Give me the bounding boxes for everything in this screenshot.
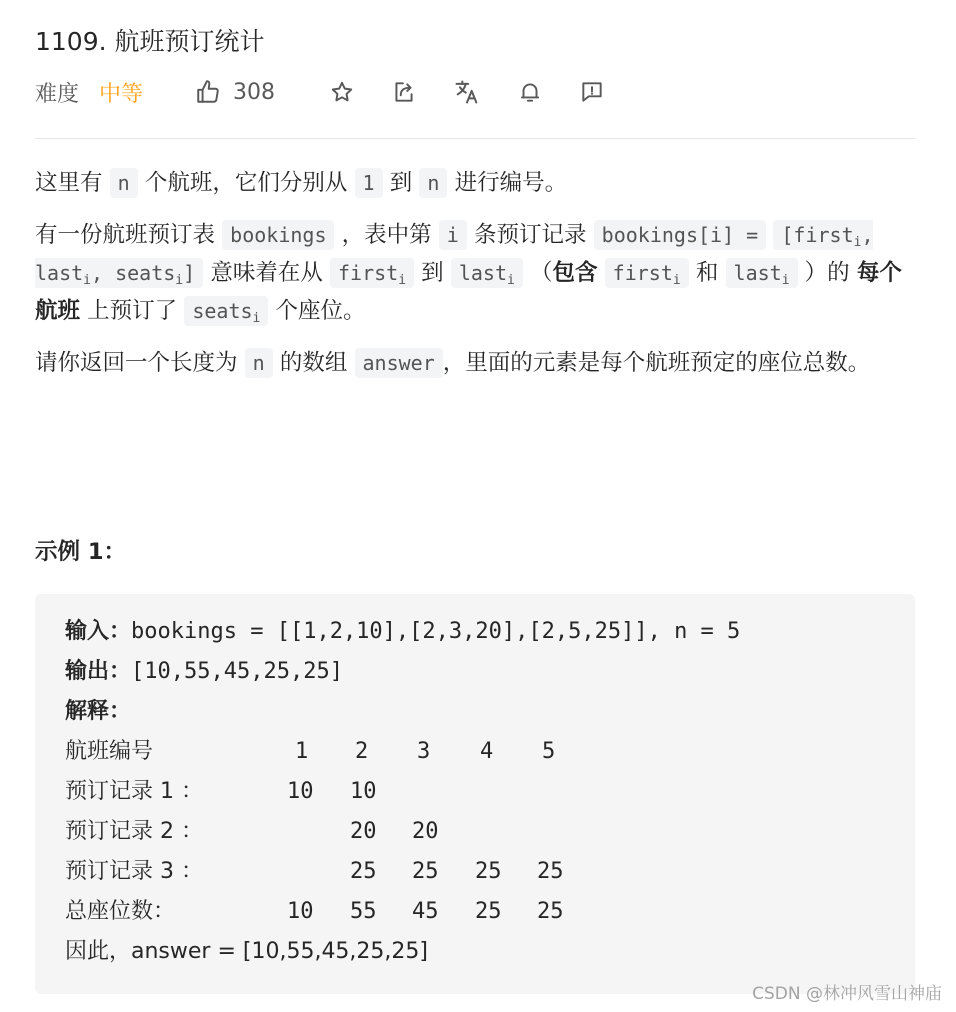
bell-icon <box>517 79 543 105</box>
description-paragraph-2: 有一份航班预订表 bookings ，表中第 i 条预订记录 bookings[i] = [first$_i$, last$_i$, seats$_i$] 意味着在从 first$_i$ 到 last$_i$ （包含 first$_i$ 和 last$_i$ ）的 每个航班 上预订了 seats$_i$ 个座位。 <box>35 222 902 326</box>
inline-code: last$_i$ <box>726 258 798 288</box>
inline-code: bookings[i] = <box>594 220 767 250</box>
table-row: 航班编号 1 2 3 4 5 <box>65 739 556 764</box>
explain-table <box>65 732 915 932</box>
table-row: 总座位数： 10 55 45 25 25 <box>65 899 564 924</box>
inline-code: seats$_i$ <box>184 296 268 326</box>
inline-code: answer <box>355 348 443 378</box>
inline-code: last$_i$ <box>451 258 523 288</box>
translate-button[interactable] <box>453 78 481 106</box>
example-block <box>35 594 915 994</box>
output-label: 输出： <box>65 659 132 684</box>
share-button[interactable] <box>391 79 417 105</box>
subscribe-button[interactable] <box>517 79 543 105</box>
description-paragraph-3: 请你返回一个长度为 n 的数组 answer ，里面的元素是每个航班预定的座位总数。 <box>35 350 871 376</box>
difficulty-value: 中等 <box>99 81 144 107</box>
feedback-button[interactable] <box>579 79 605 105</box>
problem-toolbar <box>35 76 915 108</box>
like-button[interactable] <box>195 79 275 105</box>
feedback-icon <box>579 79 605 105</box>
example-conclusion-line: 因此，answer = [10,55,45,25,25] <box>65 939 428 964</box>
inline-code: n <box>419 168 447 198</box>
thumbs-up-icon <box>195 79 221 105</box>
inline-code: n <box>245 348 273 378</box>
explain-label: 解释： <box>65 699 132 724</box>
header-divider <box>35 138 915 139</box>
inline-code-booking-tuple: [first$_i$, last$_i$, seats$_i$] <box>35 220 873 288</box>
bold-text: 包含 <box>552 260 598 286</box>
inline-code: n <box>110 168 138 198</box>
difficulty-label: 难度 <box>35 81 80 107</box>
inline-code: 1 <box>355 168 383 198</box>
output-value: [10,55,45,25,25] <box>131 659 343 684</box>
bold-text: 每个航班 <box>35 260 902 324</box>
example-output-line <box>65 652 915 692</box>
like-count: 308 <box>233 79 276 105</box>
share-icon <box>391 79 417 105</box>
inline-code: first$_i$ <box>605 258 689 288</box>
table-row: 预订记录 1 ： 10 10 <box>65 779 377 804</box>
problem-title: 1109. 航班预订统计 <box>35 27 265 56</box>
star-icon <box>329 79 355 105</box>
inline-code: i <box>439 220 467 250</box>
favorite-button[interactable] <box>329 79 355 105</box>
example-title: 示例 1： <box>35 539 126 565</box>
table-row: 预订记录 3 ： 25 25 25 25 <box>65 859 564 884</box>
input-value: bookings = [[1,2,10],[2,3,20],[2,5,25]], n = 5 <box>131 619 741 644</box>
example-input-line <box>65 612 915 652</box>
table-row: 预订记录 2 ： 20 20 <box>65 819 439 844</box>
input-label: 输入： <box>65 619 132 644</box>
inline-code: bookings <box>222 220 334 250</box>
problem-description <box>35 164 915 396</box>
description-paragraph-1: 这里有 n 个航班，它们分别从 1 到 n 进行编号。 <box>35 170 568 196</box>
watermark: CSDN @林冲风雪山神庙 <box>752 984 942 1004</box>
example-explain-line <box>65 692 915 732</box>
inline-code: first$_i$ <box>330 258 414 288</box>
translate-icon <box>453 78 481 106</box>
